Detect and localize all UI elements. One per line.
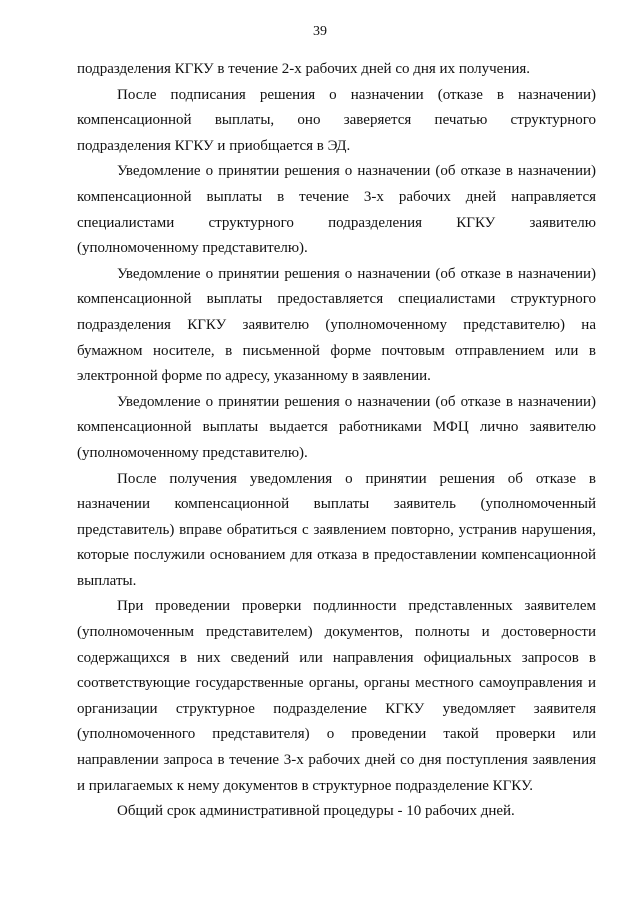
paragraph-reapplication: После получения уведомления о принятии решения об отказе в назначении компенсационной выплаты заявитель (уполномоченный представитель) вправе обратиться с заявлением повторно, устранив нарушения, которые послужили основанием для отказа в предоставлении компенсационной выплаты.	[77, 470, 596, 589]
page-number: 39	[313, 24, 327, 39]
document-body	[77, 57, 596, 825]
paragraph-notification-delivery: Уведомление о принятии решения о назначении (об отказе в назначении) компенсационной выплаты предоставляется специалистами структурного подразделения КГКУ заявителю (уполномоченному представителю) на бумажном носителе, в письменной форме почтовым отправлением или в электронной форме по адресу, указанному в заявлении.	[77, 265, 596, 385]
paragraph-mfc-notification: Уведомление о принятии решения о назначении (об отказе в назначении) компенсационной выплаты выдается работниками МФЦ лично заявителю (уполномоченному представителю).	[77, 393, 596, 461]
paragraph-decision-certification: После подписания решения о назначении (отказе в назначении) компенсационной выплаты, оно заверяется печатью структурного подразделения КГКУ и приобщается в ЭД.	[77, 86, 596, 154]
paragraph-verification: При проведении проверки подлинности представленных заявителем (уполномоченным представителем) документов, полноты и достоверности содержащихся в них сведений или направления официальных запросов в соответствующие государственные органы, органы местного самоуправления и организации структурное подразделение КГКУ уведомляет заявителя (уполномоченного представителя) о проведении такой проверки или направлении запроса в течение 3-х рабочих дней со дня поступления заявления и прилагаемых к нему документов в структурное подразделение КГКУ.	[77, 598, 596, 794]
paragraph-notification-deadline: Уведомление о принятии решения о назначении (об отказе в назначении) компенсационной выплаты в течение 3-х рабочих дней направляется специалистами структурного подразделения КГКУ заявителю (уполномоченному представителю).	[77, 163, 596, 257]
paragraph-continuation: подразделения КГКУ в течение 2-х рабочих дней со дня их получения.	[77, 61, 531, 77]
paragraph-total-duration: Общий срок административной процедуры - 10 рабочих дней.	[117, 803, 515, 820]
